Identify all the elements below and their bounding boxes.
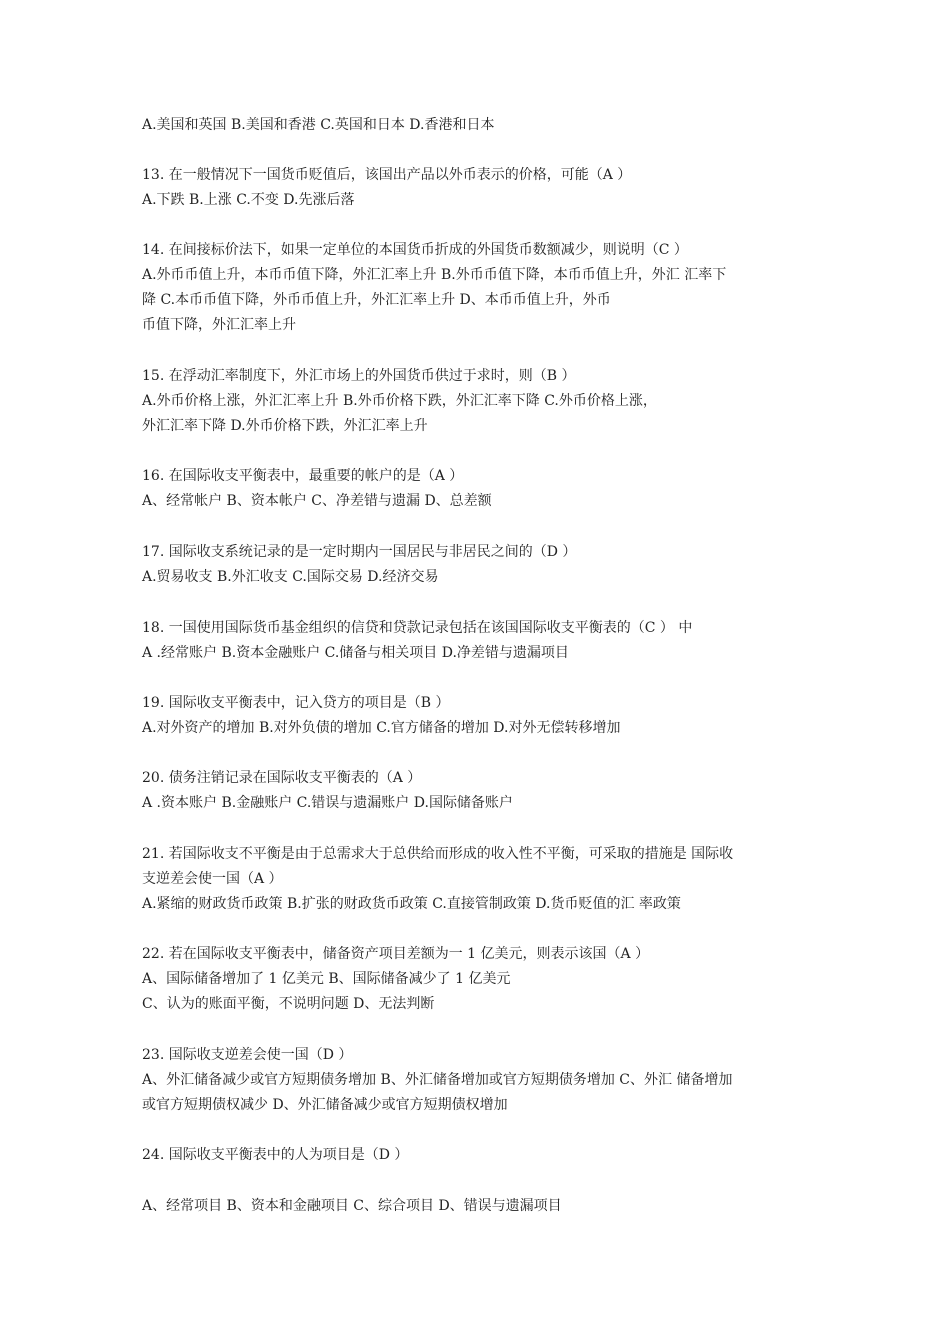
question-21: 21. 若国际收支不平衡是由于总需求大于总供给而形成的收入性不平衡，可采取的措施是 国际收	[142, 846, 734, 862]
question-18: 18. 一国使用国际货币基金组织的信贷和贷款记录包括在该国国际收支平衡表的（C ） 中	[142, 620, 693, 636]
options-19: A.对外资产的增加 B.对外负债的增加 C.官方储备的增加 D.对外无偿转移增加	[142, 720, 621, 736]
question-21: 支逆差会使一国（A ）	[142, 871, 283, 887]
options-15: 外汇汇率下降 D.外币价格下跌，外汇汇率上升	[142, 418, 428, 434]
options-14: 币值下降，外汇汇率上升	[142, 317, 296, 333]
options-20: A .资本账户 B.金融账户 C.错误与遗漏账户 D.国际储备账户	[142, 795, 513, 811]
options-18: A .经常账户 B.资本金融账户 C.储备与相关项目 D.净差错与遗漏项目	[142, 645, 569, 661]
text-line: A.美国和英国 B.美国和香港 C.英国和日本 D.香港和日本	[142, 117, 495, 133]
options-22: A、国际储备增加了 1 亿美元 B、国际储备减少了 1 亿美元	[142, 971, 511, 987]
question-15: 15. 在浮动汇率制度下，外汇市场上的外国货币供过于求时，则（B ）	[142, 368, 576, 384]
options-14: 降 C.本币币值下降，外币币值上升，外汇汇率上升 D、本币币值上升，外币	[142, 292, 611, 308]
question-14: 14. 在间接标价法下，如果一定单位的本国货币折成的外国货币数额减少，则说明（C ）	[142, 242, 688, 258]
question-19: 19. 国际收支平衡表中，记入贷方的项目是（B ）	[142, 695, 450, 711]
question-22: 22. 若在国际收支平衡表中，储备资产项目差额为一 1 亿美元，则表示该国（A ）	[142, 946, 650, 962]
options-23: 或官方短期债权减少 D、外汇储备减少或官方短期债权增加	[142, 1097, 508, 1113]
options-13: A.下跌 B.上涨 C.不变 D.先涨后落	[142, 192, 355, 208]
options-14: A.外币币值上升，本币币值下降，外汇汇率上升 B.外币币值下降，本币币值上升，外汇 汇率下	[142, 267, 727, 283]
options-17: A.贸易收支 B.外汇收支 C.国际交易 D.经济交易	[142, 569, 439, 585]
options-22: C、认为的账面平衡，不说明问题 D、无法判断	[142, 996, 435, 1012]
options-23: A、外汇储备减少或官方短期债务增加 B、外汇储备增加或官方短期债务增加 C、外汇 储备增加	[142, 1072, 733, 1088]
question-17: 17. 国际收支系统记录的是一定时期内一国居民与非居民之间的（D ）	[142, 544, 577, 560]
options-24: A、经常项目 B、资本和金融项目 C、综合项目 D、错误与遗漏项目	[142, 1198, 562, 1214]
options-16: A、经常帐户 B、资本帐户 C、净差错与遗漏 D、总差额	[142, 493, 492, 509]
options-21: A.紧缩的财政货币政策 B.扩张的财政货币政策 C.直接管制政策 D.货币贬值的汇 率政策	[142, 896, 681, 912]
question-23: 23. 国际收支逆差会使一国（D ）	[142, 1047, 353, 1063]
question-16: 16. 在国际收支平衡表中，最重要的帐户的是（A ）	[142, 468, 464, 484]
question-13: 13. 在一般情况下一国货币贬值后，该国出产品以外币表示的价格，可能（A ）	[142, 167, 632, 183]
question-20: 20. 债务注销记录在国际收支平衡表的（A ）	[142, 770, 422, 786]
question-24: 24. 国际收支平衡表中的人为项目是（D ）	[142, 1147, 409, 1163]
options-15: A.外币价格上涨，外汇汇率上升 B.外币价格下跌，外汇汇率下降 C.外币价格上涨，	[142, 393, 657, 409]
